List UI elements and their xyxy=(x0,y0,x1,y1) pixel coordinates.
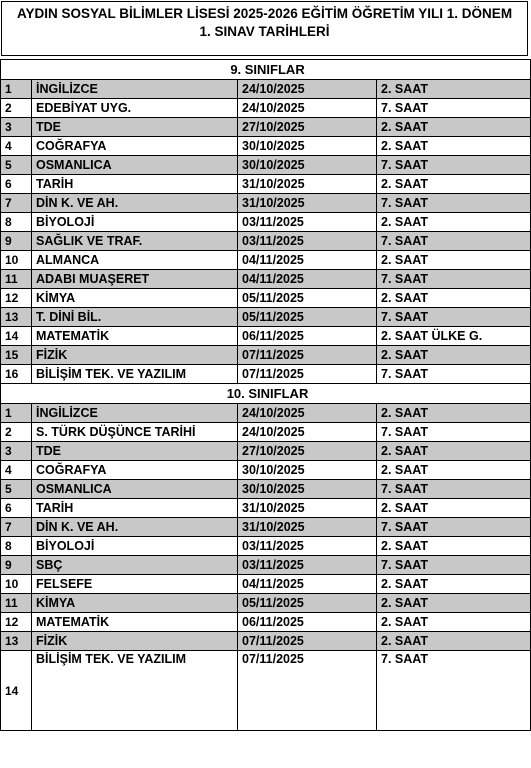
course-name-cell: FELSEFE xyxy=(32,575,238,594)
exam-period-cell: 2. SAAT xyxy=(377,137,531,156)
course-name-cell: TDE xyxy=(32,118,238,137)
course-name-cell: İNGİLİZCE xyxy=(32,80,238,99)
exam-date-cell: 05/11/2025 xyxy=(238,289,377,308)
exam-date-cell: 30/10/2025 xyxy=(238,480,377,499)
table-row xyxy=(1,651,531,731)
course-name-cell: ALMANCA xyxy=(32,251,238,270)
course-name-cell: S. TÜRK DÜŞÜNCE TARİHİ xyxy=(32,423,238,442)
course-name-cell: TARİH xyxy=(32,499,238,518)
table-row xyxy=(1,480,531,499)
table-row xyxy=(1,442,531,461)
exam-period-cell: 2. SAAT xyxy=(377,613,531,632)
exam-date-cell: 03/11/2025 xyxy=(238,232,377,251)
exam-period-cell: 7. SAAT xyxy=(377,194,531,213)
exam-date-cell: 05/11/2025 xyxy=(238,308,377,327)
table-row xyxy=(1,270,531,289)
row-number-cell: 3 xyxy=(1,118,32,137)
table-row xyxy=(1,251,531,270)
row-number-cell: 11 xyxy=(1,594,32,613)
course-name-cell: MATEMATİK xyxy=(32,613,238,632)
course-name-cell: BİYOLOJİ xyxy=(32,537,238,556)
exam-schedule-table xyxy=(0,59,531,731)
exam-date-cell: 03/11/2025 xyxy=(238,556,377,575)
row-number-cell: 9 xyxy=(1,232,32,251)
row-number-cell: 13 xyxy=(1,308,32,327)
exam-period-cell: 7. SAAT xyxy=(377,365,531,384)
table-row xyxy=(1,365,531,384)
row-number-cell: 12 xyxy=(1,613,32,632)
row-number-cell: 3 xyxy=(1,442,32,461)
course-name-cell: FİZİK xyxy=(32,632,238,651)
course-name-cell: SAĞLIK VE TRAF. xyxy=(32,232,238,251)
exam-date-cell: 31/10/2025 xyxy=(238,194,377,213)
table-row xyxy=(1,499,531,518)
table-row xyxy=(1,308,531,327)
exam-date-cell: 06/11/2025 xyxy=(238,613,377,632)
course-name-cell: COĞRAFYA xyxy=(32,461,238,480)
exam-period-cell: 7. SAAT xyxy=(377,156,531,175)
exam-period-cell: 7. SAAT xyxy=(377,99,531,118)
exam-period-cell: 2. SAAT xyxy=(377,289,531,308)
table-row xyxy=(1,346,531,365)
title-line-1: AYDIN SOSYAL BİLİMLER LİSESİ 2025-2026 EĞİTİM ÖĞRETİM YILI 1. DÖNEM xyxy=(16,6,513,21)
row-number-cell: 13 xyxy=(1,632,32,651)
table-row xyxy=(1,404,531,423)
row-number-cell: 4 xyxy=(1,137,32,156)
document-title xyxy=(1,1,528,56)
table-row xyxy=(1,194,531,213)
course-name-cell: COĞRAFYA xyxy=(32,137,238,156)
course-name-cell: BİLİŞİM TEK. VE YAZILIM xyxy=(32,365,238,384)
row-number-cell: 7 xyxy=(1,194,32,213)
exam-date-cell: 06/11/2025 xyxy=(238,327,377,346)
exam-period-cell: 7. SAAT xyxy=(377,651,531,731)
row-number-cell: 10 xyxy=(1,251,32,270)
row-number-cell: 8 xyxy=(1,537,32,556)
course-name-cell: ADABI MUAŞERET xyxy=(32,270,238,289)
course-name-cell: BİYOLOJİ xyxy=(32,213,238,232)
course-name-cell: OSMANLICA xyxy=(32,480,238,499)
row-number-cell: 6 xyxy=(1,499,32,518)
exam-schedule-body xyxy=(1,60,531,731)
course-name-cell: TDE xyxy=(32,442,238,461)
course-name-cell: DİN K. VE AH. xyxy=(32,194,238,213)
table-row xyxy=(1,118,531,137)
exam-period-cell: 2. SAAT xyxy=(377,404,531,423)
exam-period-cell: 2. SAAT xyxy=(377,346,531,365)
row-number-cell: 6 xyxy=(1,175,32,194)
row-number-cell: 15 xyxy=(1,346,32,365)
exam-period-cell: 2. SAAT xyxy=(377,461,531,480)
table-row xyxy=(1,175,531,194)
row-number-cell: 9 xyxy=(1,556,32,575)
exam-date-cell: 24/10/2025 xyxy=(238,423,377,442)
exam-period-cell: 7. SAAT xyxy=(377,270,531,289)
exam-date-cell: 31/10/2025 xyxy=(238,518,377,537)
row-number-cell: 11 xyxy=(1,270,32,289)
exam-date-cell: 07/11/2025 xyxy=(238,346,377,365)
course-name-cell: DİN K. VE AH. xyxy=(32,518,238,537)
row-number-cell: 10 xyxy=(1,575,32,594)
exam-date-cell: 03/11/2025 xyxy=(238,213,377,232)
table-row xyxy=(1,99,531,118)
exam-period-cell: 2. SAAT xyxy=(377,537,531,556)
exam-date-cell: 07/11/2025 xyxy=(238,632,377,651)
exam-period-cell: 7. SAAT xyxy=(377,518,531,537)
course-name-cell: BİLİŞİM TEK. VE YAZILIM xyxy=(32,651,238,731)
table-row xyxy=(1,423,531,442)
section-heading: 9. SINIFLAR xyxy=(1,60,531,80)
exam-date-cell: 04/11/2025 xyxy=(238,270,377,289)
exam-period-cell: 2. SAAT xyxy=(377,80,531,99)
row-number-cell: 8 xyxy=(1,213,32,232)
row-number-cell: 5 xyxy=(1,480,32,499)
exam-date-cell: 05/11/2025 xyxy=(238,594,377,613)
exam-date-cell: 30/10/2025 xyxy=(238,156,377,175)
exam-date-cell: 24/10/2025 xyxy=(238,80,377,99)
exam-period-cell: 2. SAAT xyxy=(377,575,531,594)
course-name-cell: İNGİLİZCE xyxy=(32,404,238,423)
row-number-cell: 12 xyxy=(1,289,32,308)
exam-date-cell: 31/10/2025 xyxy=(238,175,377,194)
course-name-cell: KİMYA xyxy=(32,594,238,613)
exam-period-cell: 2. SAAT xyxy=(377,442,531,461)
exam-period-cell: 7. SAAT xyxy=(377,480,531,499)
table-row xyxy=(1,289,531,308)
exam-period-cell: 7. SAAT xyxy=(377,232,531,251)
row-number-cell: 14 xyxy=(1,651,32,731)
exam-date-cell: 07/11/2025 xyxy=(238,651,377,731)
exam-date-cell: 27/10/2025 xyxy=(238,118,377,137)
table-row xyxy=(1,156,531,175)
exam-date-cell: 24/10/2025 xyxy=(238,99,377,118)
table-row xyxy=(1,518,531,537)
row-number-cell: 14 xyxy=(1,327,32,346)
exam-date-cell: 03/11/2025 xyxy=(238,537,377,556)
exam-period-cell: 2. SAAT xyxy=(377,499,531,518)
table-row xyxy=(1,213,531,232)
section-heading: 10. SINIFLAR xyxy=(1,384,531,404)
exam-date-cell: 31/10/2025 xyxy=(238,499,377,518)
exam-date-cell: 07/11/2025 xyxy=(238,365,377,384)
row-number-cell: 2 xyxy=(1,423,32,442)
exam-period-cell: 7. SAAT xyxy=(377,556,531,575)
course-name-cell: SBÇ xyxy=(32,556,238,575)
table-row xyxy=(1,556,531,575)
table-row xyxy=(1,327,531,346)
table-row xyxy=(1,461,531,480)
course-name-cell: FİZİK xyxy=(32,346,238,365)
exam-date-cell: 04/11/2025 xyxy=(238,575,377,594)
table-row xyxy=(1,137,531,156)
course-name-cell: MATEMATİK xyxy=(32,327,238,346)
table-row xyxy=(1,632,531,651)
exam-period-cell: 2. SAAT xyxy=(377,213,531,232)
exam-date-cell: 04/11/2025 xyxy=(238,251,377,270)
exam-date-cell: 30/10/2025 xyxy=(238,461,377,480)
section-header-row xyxy=(1,60,531,80)
title-line-2: 1. SINAV TARİHLERİ xyxy=(199,24,330,39)
table-row xyxy=(1,575,531,594)
row-number-cell: 1 xyxy=(1,80,32,99)
row-number-cell: 5 xyxy=(1,156,32,175)
exam-period-cell: 2. SAAT xyxy=(377,175,531,194)
exam-period-cell: 7. SAAT xyxy=(377,423,531,442)
table-row xyxy=(1,537,531,556)
row-number-cell: 16 xyxy=(1,365,32,384)
table-row xyxy=(1,613,531,632)
row-number-cell: 7 xyxy=(1,518,32,537)
exam-period-cell: 2. SAAT ÜLKE G. xyxy=(377,327,531,346)
course-name-cell: TARİH xyxy=(32,175,238,194)
course-name-cell: T. DİNİ BİL. xyxy=(32,308,238,327)
table-row xyxy=(1,594,531,613)
table-row xyxy=(1,232,531,251)
exam-date-cell: 30/10/2025 xyxy=(238,137,377,156)
row-number-cell: 1 xyxy=(1,404,32,423)
exam-period-cell: 2. SAAT xyxy=(377,118,531,137)
row-number-cell: 2 xyxy=(1,99,32,118)
table-row xyxy=(1,80,531,99)
course-name-cell: KİMYA xyxy=(32,289,238,308)
row-number-cell: 4 xyxy=(1,461,32,480)
course-name-cell: OSMANLICA xyxy=(32,156,238,175)
exam-period-cell: 2. SAAT xyxy=(377,251,531,270)
section-header-row xyxy=(1,384,531,404)
course-name-cell: EDEBİYAT UYG. xyxy=(32,99,238,118)
exam-period-cell: 2. SAAT xyxy=(377,632,531,651)
exam-date-cell: 24/10/2025 xyxy=(238,404,377,423)
exam-date-cell: 27/10/2025 xyxy=(238,442,377,461)
exam-period-cell: 2. SAAT xyxy=(377,594,531,613)
exam-period-cell: 7. SAAT xyxy=(377,308,531,327)
